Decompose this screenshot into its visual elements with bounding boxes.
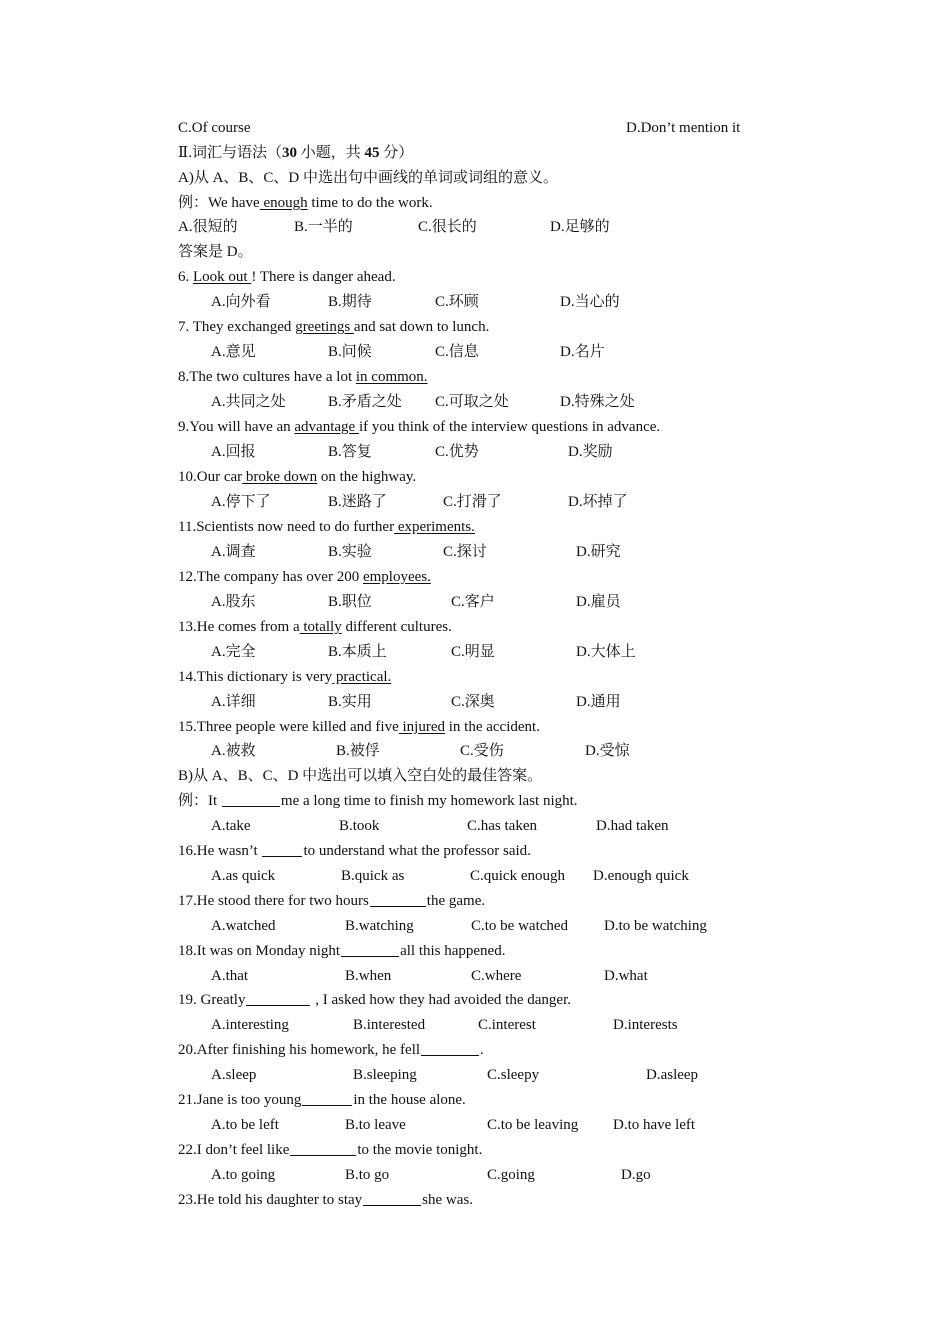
text-segment: she was. — [422, 1192, 473, 1208]
text-segment: 22.I don’t feel like — [178, 1142, 290, 1158]
option-b: B.to go — [345, 1167, 390, 1183]
option-d: D.to be watching — [604, 918, 707, 934]
text-segment: in the accident. — [445, 719, 540, 735]
text-segment: 例：It — [178, 793, 221, 809]
question-stem — [178, 616, 452, 638]
option-a: A.watched — [211, 918, 276, 934]
question-stem — [178, 466, 416, 488]
option-c: C.深奥 — [451, 694, 495, 710]
option-c: C.to be leaving — [487, 1117, 579, 1133]
option-d: D.大体上 — [576, 644, 636, 660]
option-a: A.被救 — [211, 743, 256, 759]
text-segment: . — [480, 1042, 484, 1058]
text-segment: 11.Scientists now need to do further — [178, 519, 395, 535]
answer-blank — [262, 842, 302, 857]
option-c: C.interest — [478, 1017, 536, 1033]
text-segment: 分） — [379, 145, 414, 161]
option-d: D.to have left — [613, 1117, 696, 1133]
option-b: B.interested — [353, 1017, 426, 1033]
text-segment: 小题，共 — [296, 145, 365, 161]
question-stem — [178, 940, 505, 962]
text-segment: enough — [259, 195, 308, 211]
option-a: A.很短的 — [178, 219, 238, 235]
option-a: A.as quick — [211, 868, 276, 884]
option-b: B.迷路了 — [328, 494, 387, 510]
text-segment: 12.The company has over 200 — [178, 569, 363, 585]
option-a: A.回报 — [211, 444, 256, 460]
option-d: D.奖励 — [568, 444, 613, 460]
question-stem — [178, 1039, 484, 1061]
answer-blank — [341, 942, 399, 957]
option-d: D.asleep — [646, 1067, 699, 1083]
text-segment: advantage — [294, 419, 359, 435]
text-segment: on the highway. — [317, 469, 417, 485]
question-stem — [178, 316, 489, 338]
text-segment: in common. — [355, 369, 428, 385]
option-c: C.环顾 — [435, 294, 479, 310]
option-d: D.通用 — [576, 694, 621, 710]
text-segment: 6. — [178, 269, 193, 285]
question-stem — [178, 716, 540, 738]
option-d: D.受惊 — [585, 743, 630, 759]
answer-blank — [370, 892, 426, 907]
option-b: B.职位 — [328, 594, 372, 610]
option-b: B.答复 — [328, 444, 372, 460]
option-a: A.向外看 — [211, 294, 271, 310]
option-b: B.实用 — [328, 694, 372, 710]
part-b-instruction: B)从 A、B、C、D 中选出可以填入空白处的最佳答案。 — [178, 768, 543, 784]
text-segment: Look out — [193, 269, 252, 285]
option-a: A.to be left — [211, 1117, 279, 1133]
question-stem — [178, 989, 571, 1011]
text-segment: 10.Our car — [178, 469, 243, 485]
option-d: D.enough quick — [593, 868, 689, 884]
option-a: A.意见 — [211, 344, 256, 360]
option-b: B.watching — [345, 918, 414, 934]
option-c: C.可取之处 — [435, 394, 509, 410]
option-c: C.to be watched — [471, 918, 569, 934]
text-segment: 16.He wasn’t — [178, 843, 262, 859]
option-d: D.雇员 — [576, 594, 621, 610]
option-d: D.had taken — [596, 818, 669, 834]
option-a: A.that — [211, 968, 249, 984]
option-d: D.go — [621, 1167, 651, 1183]
answer-blank — [222, 792, 280, 807]
option-b: B.when — [345, 968, 392, 984]
option-c: C.明显 — [451, 644, 495, 660]
option-d: D.Don’t mention it — [626, 120, 741, 136]
option-c: C.探讨 — [443, 544, 487, 560]
option-a: A.调查 — [211, 544, 256, 560]
question-stem — [178, 666, 391, 688]
answer-blank — [246, 991, 310, 1006]
option-c: C.has taken — [467, 818, 537, 834]
option-b: B.本质上 — [328, 644, 387, 660]
part-b-example-stem — [178, 790, 578, 812]
option-c: C.客户 — [451, 594, 495, 610]
part-a-instruction: A)从 A、B、C、D 中选出句中画线的单词或词组的意义。 — [178, 170, 559, 186]
option-d: D.interests — [613, 1017, 678, 1033]
question-stem — [178, 566, 431, 588]
text-segment: greetings — [295, 319, 354, 335]
option-b: B.被俘 — [336, 743, 380, 759]
option-c: C.优势 — [435, 444, 479, 460]
option-b: B.quick as — [341, 868, 405, 884]
option-a: A.股东 — [211, 594, 256, 610]
question-stem — [178, 1189, 473, 1211]
text-segment: 8.The two cultures have a lot — [178, 369, 356, 385]
option-c: C.很长的 — [418, 219, 477, 235]
text-segment: broke down — [242, 469, 318, 485]
option-a: A.take — [211, 818, 251, 834]
option-c: C.打滑了 — [443, 494, 502, 510]
text-segment: time to do the work. — [307, 195, 433, 211]
text-segment: 19. Greatly — [178, 992, 246, 1008]
text-segment: 45 — [364, 145, 380, 161]
text-segment: Ⅱ.词汇与语法（ — [178, 145, 282, 161]
text-segment: to understand what the professor said. — [303, 843, 531, 859]
question-stem — [178, 266, 396, 288]
answer-blank — [290, 1141, 356, 1156]
question-stem — [178, 416, 660, 438]
text-segment: the game. — [426, 893, 486, 909]
option-b: B.to leave — [345, 1117, 406, 1133]
option-b: B.took — [339, 818, 380, 834]
text-segment: 30 — [281, 145, 297, 161]
text-segment: different cultures. — [341, 619, 452, 635]
option-a: A.停下了 — [211, 494, 271, 510]
option-b: B.问候 — [328, 344, 372, 360]
question-stem — [178, 1139, 482, 1161]
option-d: D.研究 — [576, 544, 621, 560]
option-a: A.interesting — [211, 1017, 289, 1033]
text-segment: totally — [299, 619, 342, 635]
option-c: C.Of course — [178, 120, 251, 136]
text-segment: , I asked how they had avoided the danger. — [311, 992, 571, 1008]
text-segment: in the house alone. — [353, 1092, 466, 1108]
option-d: D.特殊之处 — [560, 394, 635, 410]
text-segment: injured — [398, 719, 445, 735]
question-stem — [178, 890, 485, 912]
text-segment: 7. They exchanged — [178, 319, 296, 335]
text-segment: if you think of the interview questions in advance. — [358, 419, 661, 435]
text-segment: experiments. — [394, 519, 475, 535]
text-segment: and sat down to lunch. — [353, 319, 490, 335]
text-segment: me a long time to finish my homework last night. — [280, 793, 578, 809]
option-a: A.共同之处 — [211, 394, 286, 410]
text-segment: 21.Jane is too young — [178, 1092, 302, 1108]
text-segment: 18.It was on Monday night — [178, 943, 341, 959]
text-segment: all this happened. — [400, 943, 506, 959]
text-segment: 例：We have — [178, 195, 260, 211]
option-b: B.矛盾之处 — [328, 394, 402, 410]
text-segment: 17.He stood there for two hours — [178, 893, 369, 909]
text-segment: 20.After finishing his homework, he fell — [178, 1042, 421, 1058]
question-stem — [178, 1089, 466, 1111]
part-a-example-stem — [178, 192, 433, 214]
text-segment: ! There is danger ahead. — [251, 269, 396, 285]
option-a: A.完全 — [211, 644, 256, 660]
option-d: D.名片 — [560, 344, 605, 360]
text-segment: 9.You will have an — [178, 419, 295, 435]
option-c: C.sleepy — [487, 1067, 540, 1083]
option-b: B.sleeping — [353, 1067, 417, 1083]
option-d: D.what — [604, 968, 648, 984]
option-c: C.where — [471, 968, 522, 984]
text-segment: practical. — [332, 669, 392, 685]
question-stem — [178, 366, 428, 388]
text-segment: 13.He comes from a — [178, 619, 300, 635]
text-segment: to the movie tonight. — [357, 1142, 483, 1158]
option-c: C.going — [487, 1167, 535, 1183]
question-stem — [178, 516, 475, 538]
text-segment: 23.He told his daughter to stay — [178, 1192, 363, 1208]
answer-blank — [363, 1191, 421, 1206]
question-stem — [178, 840, 531, 862]
text-segment: 15.Three people were killed and five — [178, 719, 399, 735]
option-d: D.当心的 — [560, 294, 620, 310]
text-segment: 14.This dictionary is very — [178, 669, 333, 685]
option-c: C.受伤 — [460, 743, 504, 759]
text-segment: employees. — [362, 569, 431, 585]
part-a-example-answer: 答案是 D。 — [178, 244, 253, 260]
option-a: A.sleep — [211, 1067, 257, 1083]
option-a: A.to going — [211, 1167, 276, 1183]
answer-blank — [421, 1041, 479, 1056]
option-d: D.足够的 — [550, 219, 610, 235]
section-title — [178, 142, 413, 164]
option-b: B.一半的 — [294, 219, 353, 235]
option-d: D.坏掉了 — [568, 494, 628, 510]
option-c: C.quick enough — [470, 868, 565, 884]
answer-blank — [302, 1091, 352, 1106]
option-c: C.信息 — [435, 344, 479, 360]
option-a: A.详细 — [211, 694, 256, 710]
option-b: B.实验 — [328, 544, 372, 560]
option-b: B.期待 — [328, 294, 372, 310]
